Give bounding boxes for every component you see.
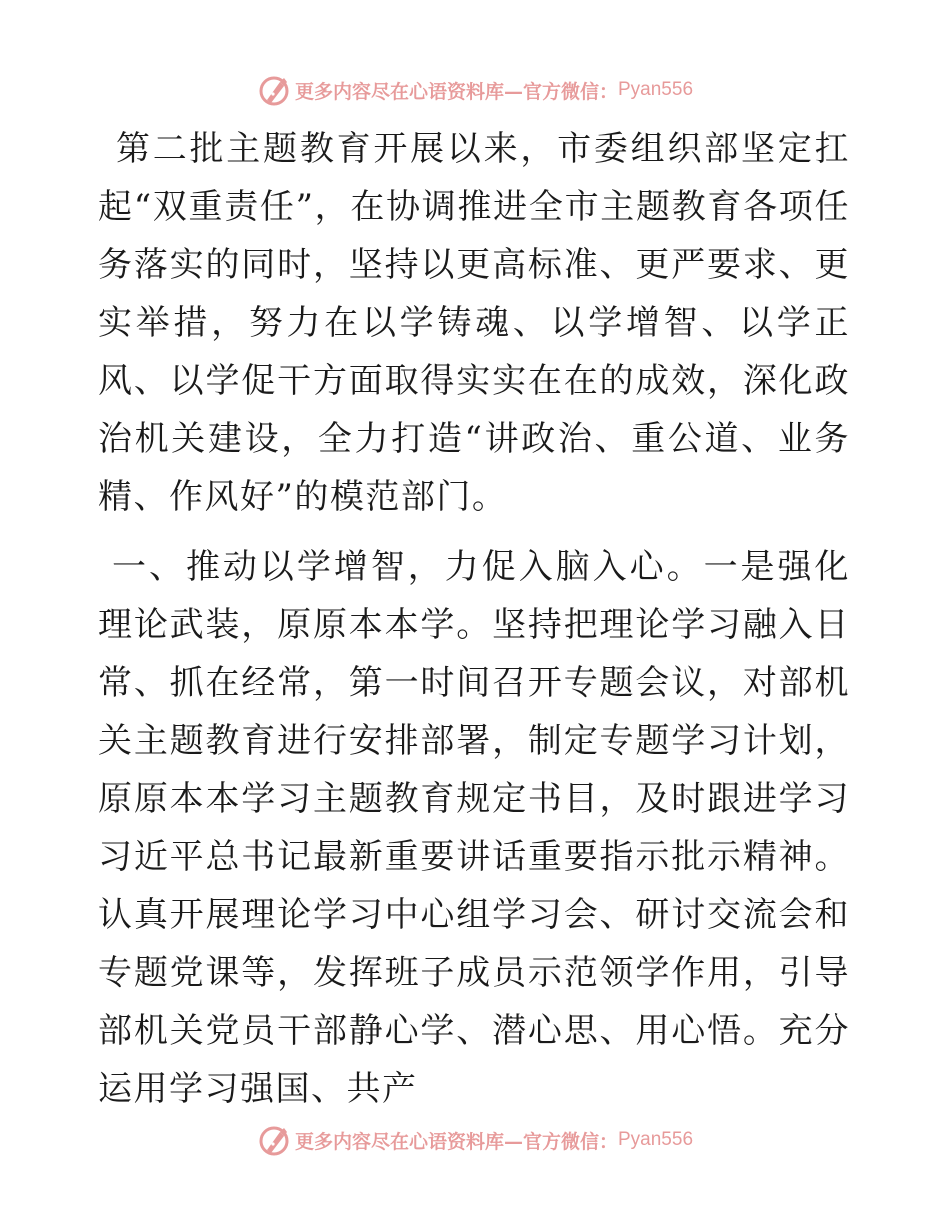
banner-content <box>257 73 693 107</box>
watermark-banner-top <box>0 70 950 110</box>
pen-nib-logo-icon <box>257 73 291 107</box>
banner-handle: Pyan556 <box>618 1129 694 1150</box>
pen-nib-logo-icon <box>257 1123 291 1157</box>
watermark-banner-bottom <box>0 1120 950 1160</box>
paragraph-intro: 第二批主题教育开展以来，市委组织部坚定扛起“双重责任”，在协调推进全市主题教育各项任务落实的同时，坚持以更高标准、更严要求、更实举措，努力在以学铸魂、以学增智、以学正风、以学促干方面取得实实在在的成效，深化政治机关建设，全力打造“讲政治、重公道、业务精、作风好”的模范部门。 <box>98 129 850 517</box>
paragraph-section-one: 一、推动以学增智，力促入脑入心。一是强化理论武装，原原本本学。坚持把理论学习融入日常、抓在经常，第一时间召开专题会议，对部机关主题教育进行安排部署，制定专题学习计划，原原本本学习主题教育规定书目，及时跟进学习习近平总书记最新重要讲话重要指示批示精神。认真开展理论学习中心组学习会、研讨交流会和专题党课等，发挥班子成员示范领学作用，引导部机关党员干部静心学、潜心思、用心悟。充分运用学习强国、共产 <box>98 547 850 1109</box>
document-body <box>98 120 850 1109</box>
banner-handle: Pyan556 <box>618 79 694 100</box>
banner-text: 更多内容尽在心语资料库—官方微信： <box>294 1130 618 1153</box>
banner-text: 更多内容尽在心语资料库—官方微信： <box>294 80 618 103</box>
banner-content <box>257 1123 693 1157</box>
